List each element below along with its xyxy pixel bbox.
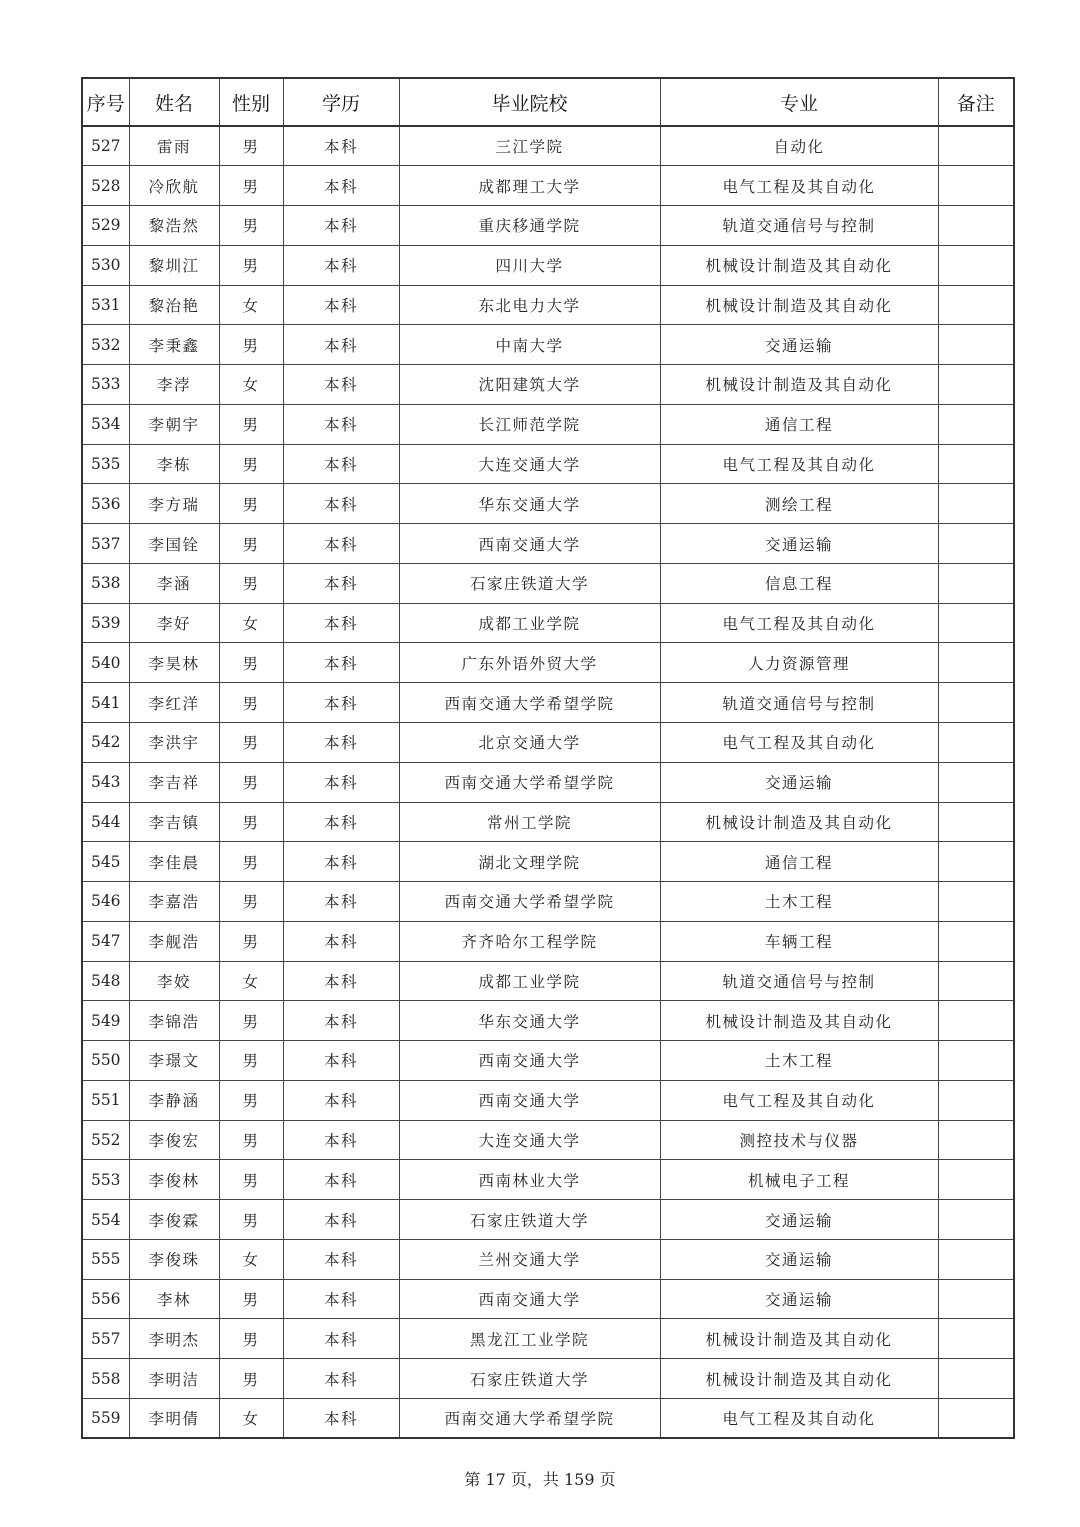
cell-school: 西南交通大学 [399, 524, 660, 564]
cell-education: 本科 [283, 484, 399, 524]
table-row [82, 1359, 1014, 1399]
table-row [82, 1319, 1014, 1359]
cell-gender: 女 [219, 961, 283, 1001]
cell-seq: 545 [82, 842, 129, 882]
cell-name: 李涵 [129, 563, 219, 603]
cell-gender: 男 [219, 524, 283, 564]
cell-remarks [938, 643, 1014, 683]
cell-seq: 548 [82, 961, 129, 1001]
cell-gender: 男 [219, 1041, 283, 1081]
table-row [82, 1080, 1014, 1120]
cell-name: 李俊珠 [129, 1239, 219, 1279]
table-body [82, 126, 1014, 1438]
cell-remarks [938, 1120, 1014, 1160]
cell-name: 李林 [129, 1279, 219, 1319]
cell-remarks [938, 245, 1014, 285]
cell-school: 东北电力大学 [399, 285, 660, 325]
cell-school: 西南交通大学希望学院 [399, 683, 660, 723]
cell-school: 西南交通大学 [399, 1279, 660, 1319]
cell-major: 交通运输 [660, 762, 938, 802]
cell-school: 大连交通大学 [399, 444, 660, 484]
cell-seq: 551 [82, 1080, 129, 1120]
header-education: 学历 [283, 78, 399, 126]
cell-major: 机械设计制造及其自动化 [660, 1359, 938, 1399]
cell-school: 长江师范学院 [399, 404, 660, 444]
cell-gender: 男 [219, 1120, 283, 1160]
table-row [82, 484, 1014, 524]
cell-remarks [938, 404, 1014, 444]
cell-education: 本科 [283, 802, 399, 842]
cell-remarks [938, 802, 1014, 842]
table-row [82, 206, 1014, 246]
cell-seq: 537 [82, 524, 129, 564]
cell-gender: 男 [219, 802, 283, 842]
cell-major: 信息工程 [660, 563, 938, 603]
cell-major: 电气工程及其自动化 [660, 1399, 938, 1439]
cell-gender: 男 [219, 206, 283, 246]
cell-school: 石家庄铁道大学 [399, 1200, 660, 1240]
cell-education: 本科 [283, 325, 399, 365]
cell-seq: 555 [82, 1239, 129, 1279]
roster-table [81, 77, 1015, 1439]
cell-seq: 553 [82, 1160, 129, 1200]
cell-gender: 男 [219, 643, 283, 683]
table-row [82, 325, 1014, 365]
table-row [82, 842, 1014, 882]
table-row [82, 643, 1014, 683]
cell-school: 西南交通大学希望学院 [399, 1399, 660, 1439]
cell-school: 重庆移通学院 [399, 206, 660, 246]
cell-major: 轨道交通信号与控制 [660, 961, 938, 1001]
table-row [82, 1200, 1014, 1240]
cell-school: 湖北文理学院 [399, 842, 660, 882]
cell-name: 李嘉浩 [129, 882, 219, 922]
cell-school: 西南林业大学 [399, 1160, 660, 1200]
cell-name: 李俊宏 [129, 1120, 219, 1160]
cell-education: 本科 [283, 1359, 399, 1399]
cell-seq: 538 [82, 563, 129, 603]
cell-education: 本科 [283, 404, 399, 444]
cell-major: 电气工程及其自动化 [660, 166, 938, 206]
cell-name: 李浡 [129, 365, 219, 405]
cell-seq: 539 [82, 603, 129, 643]
cell-major: 电气工程及其自动化 [660, 722, 938, 762]
cell-education: 本科 [283, 1001, 399, 1041]
table-row [82, 1160, 1014, 1200]
cell-name: 李佳晨 [129, 842, 219, 882]
cell-remarks [938, 1239, 1014, 1279]
cell-education: 本科 [283, 563, 399, 603]
cell-seq: 534 [82, 404, 129, 444]
cell-education: 本科 [283, 1041, 399, 1081]
cell-school: 中南大学 [399, 325, 660, 365]
cell-remarks [938, 683, 1014, 723]
cell-remarks [938, 921, 1014, 961]
table-row [82, 603, 1014, 643]
cell-name: 李红洋 [129, 683, 219, 723]
cell-name: 李锦浩 [129, 1001, 219, 1041]
cell-remarks [938, 1041, 1014, 1081]
cell-seq: 546 [82, 882, 129, 922]
cell-education: 本科 [283, 206, 399, 246]
cell-name: 黎治艳 [129, 285, 219, 325]
cell-major: 交通运输 [660, 1239, 938, 1279]
cell-school: 常州工学院 [399, 802, 660, 842]
header-name: 姓名 [129, 78, 219, 126]
cell-seq: 535 [82, 444, 129, 484]
cell-seq: 549 [82, 1001, 129, 1041]
cell-school: 西南交通大学希望学院 [399, 882, 660, 922]
cell-name: 黎浩然 [129, 206, 219, 246]
cell-education: 本科 [283, 1080, 399, 1120]
cell-major: 通信工程 [660, 404, 938, 444]
cell-remarks [938, 1001, 1014, 1041]
cell-education: 本科 [283, 1200, 399, 1240]
table-row [82, 961, 1014, 1001]
cell-remarks [938, 444, 1014, 484]
cell-gender: 男 [219, 1001, 283, 1041]
page-number: 第 17 页，共 159 页 [464, 1470, 616, 1489]
cell-name: 李洪宇 [129, 722, 219, 762]
cell-gender: 女 [219, 365, 283, 405]
cell-education: 本科 [283, 921, 399, 961]
cell-name: 李国铨 [129, 524, 219, 564]
cell-name: 李明倩 [129, 1399, 219, 1439]
cell-gender: 女 [219, 1239, 283, 1279]
cell-education: 本科 [283, 882, 399, 922]
table-row [82, 404, 1014, 444]
cell-education: 本科 [283, 1120, 399, 1160]
cell-seq: 527 [82, 126, 129, 166]
cell-seq: 550 [82, 1041, 129, 1081]
cell-major: 机械设计制造及其自动化 [660, 245, 938, 285]
table-row [82, 1239, 1014, 1279]
cell-major: 电气工程及其自动化 [660, 1080, 938, 1120]
cell-gender: 男 [219, 1279, 283, 1319]
cell-school: 四川大学 [399, 245, 660, 285]
cell-school: 石家庄铁道大学 [399, 1359, 660, 1399]
cell-remarks [938, 365, 1014, 405]
table-row [82, 285, 1014, 325]
cell-name: 冷欣航 [129, 166, 219, 206]
cell-seq: 554 [82, 1200, 129, 1240]
cell-seq: 533 [82, 365, 129, 405]
cell-school: 齐齐哈尔工程学院 [399, 921, 660, 961]
cell-gender: 男 [219, 1080, 283, 1120]
table-header [82, 78, 1014, 126]
cell-name: 李朝宇 [129, 404, 219, 444]
cell-major: 机械设计制造及其自动化 [660, 1319, 938, 1359]
table-row [82, 245, 1014, 285]
cell-seq: 530 [82, 245, 129, 285]
cell-name: 李明杰 [129, 1319, 219, 1359]
cell-name: 李璟文 [129, 1041, 219, 1081]
cell-remarks [938, 1359, 1014, 1399]
cell-gender: 男 [219, 921, 283, 961]
cell-major: 交通运输 [660, 1279, 938, 1319]
cell-name: 李好 [129, 603, 219, 643]
cell-seq: 543 [82, 762, 129, 802]
table-row [82, 762, 1014, 802]
cell-school: 沈阳建筑大学 [399, 365, 660, 405]
cell-gender: 男 [219, 882, 283, 922]
cell-name: 李方瑞 [129, 484, 219, 524]
cell-name: 李姣 [129, 961, 219, 1001]
cell-school: 华东交通大学 [399, 1001, 660, 1041]
cell-remarks [938, 1399, 1014, 1439]
cell-education: 本科 [283, 285, 399, 325]
cell-name: 李吉镇 [129, 802, 219, 842]
cell-school: 成都工业学院 [399, 961, 660, 1001]
cell-school: 成都理工大学 [399, 166, 660, 206]
cell-education: 本科 [283, 166, 399, 206]
cell-seq: 541 [82, 683, 129, 723]
cell-education: 本科 [283, 1239, 399, 1279]
cell-seq: 529 [82, 206, 129, 246]
table-row [82, 1279, 1014, 1319]
cell-major: 机械电子工程 [660, 1160, 938, 1200]
cell-remarks [938, 961, 1014, 1001]
cell-major: 自动化 [660, 126, 938, 166]
table-row [82, 444, 1014, 484]
cell-school: 广东外语外贸大学 [399, 643, 660, 683]
cell-gender: 男 [219, 245, 283, 285]
cell-education: 本科 [283, 1319, 399, 1359]
cell-education: 本科 [283, 126, 399, 166]
cell-remarks [938, 1279, 1014, 1319]
cell-remarks [938, 206, 1014, 246]
cell-remarks [938, 166, 1014, 206]
cell-remarks [938, 285, 1014, 325]
cell-major: 电气工程及其自动化 [660, 444, 938, 484]
cell-major: 土木工程 [660, 1041, 938, 1081]
table-row [82, 166, 1014, 206]
cell-gender: 男 [219, 166, 283, 206]
cell-education: 本科 [283, 365, 399, 405]
cell-school: 石家庄铁道大学 [399, 563, 660, 603]
cell-school: 成都工业学院 [399, 603, 660, 643]
cell-name: 李吉祥 [129, 762, 219, 802]
cell-name: 李昊林 [129, 643, 219, 683]
cell-seq: 532 [82, 325, 129, 365]
header-school: 毕业院校 [399, 78, 660, 126]
cell-name: 李俊林 [129, 1160, 219, 1200]
cell-seq: 557 [82, 1319, 129, 1359]
cell-remarks [938, 882, 1014, 922]
cell-gender: 男 [219, 1200, 283, 1240]
table-row [82, 126, 1014, 166]
cell-education: 本科 [283, 245, 399, 285]
cell-major: 机械设计制造及其自动化 [660, 802, 938, 842]
cell-gender: 男 [219, 404, 283, 444]
cell-gender: 男 [219, 563, 283, 603]
cell-remarks [938, 484, 1014, 524]
cell-remarks [938, 524, 1014, 564]
cell-education: 本科 [283, 842, 399, 882]
table-row [82, 1001, 1014, 1041]
cell-name: 李秉鑫 [129, 325, 219, 365]
cell-name: 李明洁 [129, 1359, 219, 1399]
cell-name: 李栋 [129, 444, 219, 484]
cell-name: 雷雨 [129, 126, 219, 166]
cell-seq: 544 [82, 802, 129, 842]
cell-gender: 男 [219, 683, 283, 723]
cell-major: 轨道交通信号与控制 [660, 683, 938, 723]
table-row [82, 1399, 1014, 1439]
cell-remarks [938, 1160, 1014, 1200]
cell-seq: 542 [82, 722, 129, 762]
header-gender: 性别 [219, 78, 283, 126]
cell-school: 北京交通大学 [399, 722, 660, 762]
cell-major: 车辆工程 [660, 921, 938, 961]
cell-major: 机械设计制造及其自动化 [660, 1001, 938, 1041]
cell-gender: 男 [219, 126, 283, 166]
cell-major: 机械设计制造及其自动化 [660, 365, 938, 405]
cell-name: 黎圳江 [129, 245, 219, 285]
table-row [82, 524, 1014, 564]
cell-gender: 男 [219, 762, 283, 802]
cell-major: 电气工程及其自动化 [660, 603, 938, 643]
cell-major: 机械设计制造及其自动化 [660, 285, 938, 325]
cell-education: 本科 [283, 1160, 399, 1200]
cell-gender: 男 [219, 842, 283, 882]
cell-remarks [938, 1080, 1014, 1120]
cell-name: 李舰浩 [129, 921, 219, 961]
cell-major: 轨道交通信号与控制 [660, 206, 938, 246]
cell-remarks [938, 603, 1014, 643]
cell-seq: 559 [82, 1399, 129, 1439]
table-row [82, 722, 1014, 762]
table-row [82, 882, 1014, 922]
cell-seq: 531 [82, 285, 129, 325]
cell-education: 本科 [283, 762, 399, 802]
cell-seq: 536 [82, 484, 129, 524]
cell-major: 测控技术与仪器 [660, 1120, 938, 1160]
cell-major: 通信工程 [660, 842, 938, 882]
cell-school: 西南交通大学 [399, 1080, 660, 1120]
cell-major: 交通运输 [660, 524, 938, 564]
table-row [82, 802, 1014, 842]
table-row [82, 1120, 1014, 1160]
cell-gender: 男 [219, 444, 283, 484]
header-row [82, 78, 1014, 126]
header-major: 专业 [660, 78, 938, 126]
cell-major: 交通运输 [660, 1200, 938, 1240]
header-seq: 序号 [82, 78, 129, 126]
cell-remarks [938, 563, 1014, 603]
table-row [82, 1041, 1014, 1081]
header-remarks: 备注 [938, 78, 1014, 126]
cell-education: 本科 [283, 1279, 399, 1319]
table-row [82, 365, 1014, 405]
cell-major: 土木工程 [660, 882, 938, 922]
cell-remarks [938, 762, 1014, 802]
cell-seq: 547 [82, 921, 129, 961]
cell-school: 西南交通大学希望学院 [399, 762, 660, 802]
cell-remarks [938, 1319, 1014, 1359]
cell-gender: 女 [219, 603, 283, 643]
cell-school: 大连交通大学 [399, 1120, 660, 1160]
cell-major: 测绘工程 [660, 484, 938, 524]
cell-education: 本科 [283, 603, 399, 643]
cell-major: 人力资源管理 [660, 643, 938, 683]
cell-education: 本科 [283, 524, 399, 564]
cell-seq: 556 [82, 1279, 129, 1319]
cell-school: 三江学院 [399, 126, 660, 166]
cell-education: 本科 [283, 683, 399, 723]
cell-remarks [938, 842, 1014, 882]
cell-remarks [938, 325, 1014, 365]
table-row [82, 563, 1014, 603]
cell-seq: 558 [82, 1359, 129, 1399]
cell-seq: 528 [82, 166, 129, 206]
cell-gender: 男 [219, 325, 283, 365]
cell-gender: 男 [219, 1160, 283, 1200]
cell-seq: 540 [82, 643, 129, 683]
cell-education: 本科 [283, 444, 399, 484]
cell-name: 李静涵 [129, 1080, 219, 1120]
cell-gender: 男 [219, 1359, 283, 1399]
cell-seq: 552 [82, 1120, 129, 1160]
cell-remarks [938, 126, 1014, 166]
table-row [82, 683, 1014, 723]
cell-gender: 男 [219, 1319, 283, 1359]
cell-education: 本科 [283, 1399, 399, 1439]
cell-gender: 女 [219, 1399, 283, 1439]
cell-school: 黑龙江工业学院 [399, 1319, 660, 1359]
cell-school: 华东交通大学 [399, 484, 660, 524]
cell-major: 交通运输 [660, 325, 938, 365]
cell-gender: 男 [219, 722, 283, 762]
cell-school: 兰州交通大学 [399, 1239, 660, 1279]
table-row [82, 921, 1014, 961]
cell-remarks [938, 722, 1014, 762]
cell-school: 西南交通大学 [399, 1041, 660, 1081]
cell-education: 本科 [283, 722, 399, 762]
cell-education: 本科 [283, 643, 399, 683]
cell-gender: 男 [219, 484, 283, 524]
cell-gender: 女 [219, 285, 283, 325]
cell-name: 李俊霖 [129, 1200, 219, 1240]
cell-remarks [938, 1200, 1014, 1240]
cell-education: 本科 [283, 961, 399, 1001]
